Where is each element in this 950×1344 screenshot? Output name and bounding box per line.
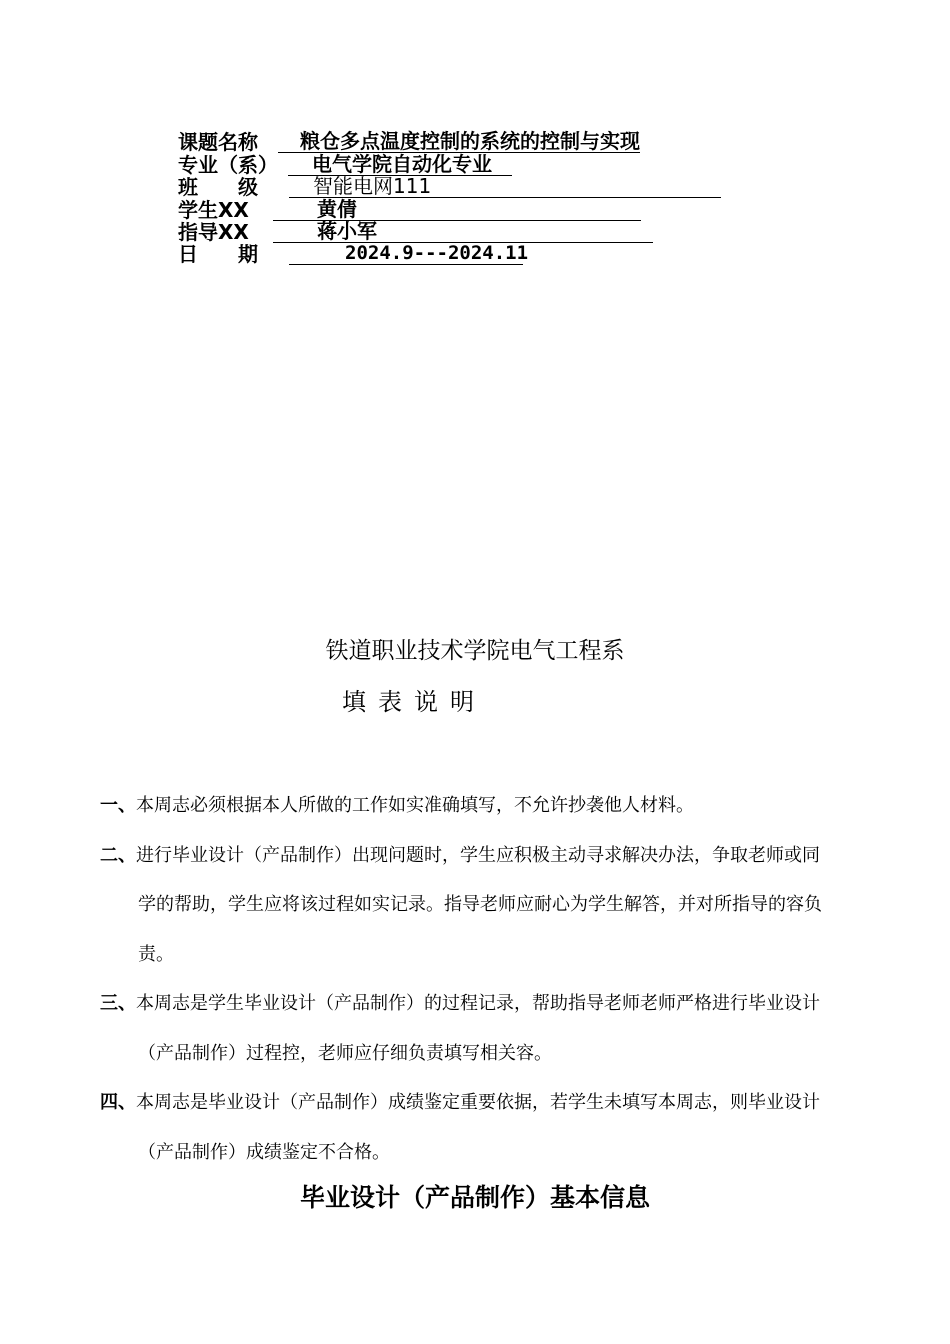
topic-value: 粮仓多点温度控制的系统的控制与实现 <box>278 130 640 153</box>
instruction-item-4: 四、本周志是毕业设计（产品制作）成绩鉴定重要依据，若学生未填写本周志，则毕业设计（产品制作）成绩鉴定不合格。 <box>100 1092 820 1163</box>
department-title: 铁道职业技术学院电气工程系 <box>325 638 625 664</box>
instruction-item-2: 二、进行毕业设计（产品制作）出现问题时，学生应积极主动寻求解决办法，争取老师或同学的帮助，学生应将该过程如实记录。指导老师应耐心为学生解答，并对所指导的容负责。 <box>100 844 822 965</box>
major-label: 专业（系） <box>178 153 278 177</box>
instructions-title: 填表说明 <box>342 688 486 716</box>
major-value: 电气学院自动化专业 <box>288 153 512 176</box>
date-label: 日 期 <box>178 242 258 266</box>
instruction-item-1: 一、本周志必须根据本人所做的工作如实准确填写，不允许抄袭他人材料。 <box>100 795 694 816</box>
instruction-item-3: 三、本周志是学生毕业设计（产品制作）的过程记录，帮助指导老师老师严格进行毕业设计（产品制作）过程控，老师应仔细负责填写相关容。 <box>100 993 820 1064</box>
date-value: 2024.9---2024.11 <box>289 242 523 265</box>
advisor-value: 蒋小军 <box>273 220 653 243</box>
class-label: 班 级 <box>178 175 258 199</box>
basic-info-title: 毕业设计（产品制作）基本信息 <box>299 1183 650 1212</box>
class-value: 智能电网111 <box>289 175 721 198</box>
topic-label: 课题名称 <box>178 130 258 154</box>
student-label: 学生XX <box>178 198 249 222</box>
instructions-list <box>100 781 825 1177</box>
student-value: 黄倩 <box>273 198 641 221</box>
advisor-label: 指导XX <box>178 220 249 244</box>
